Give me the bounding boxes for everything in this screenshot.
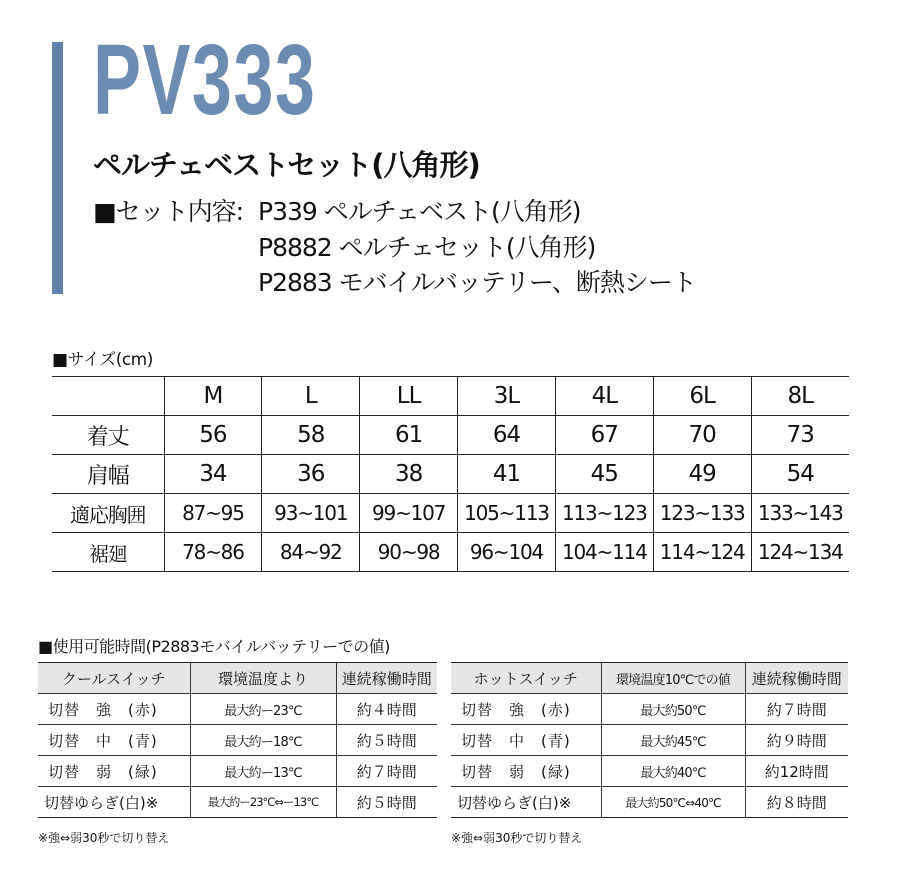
size-cell: 38 <box>360 455 458 494</box>
size-row-shoulder <box>52 455 849 494</box>
size-cell: 36 <box>262 455 360 494</box>
size-row-chest <box>52 494 849 533</box>
size-cell: 93~101 <box>262 494 360 533</box>
cool-temp: 最大約ー13℃ <box>190 756 336 787</box>
size-row-label: 肩幅 <box>52 455 164 494</box>
size-cell: 54 <box>751 455 849 494</box>
cool-mode: 切替ゆらぎ(白)※ <box>38 787 190 818</box>
cool-time: 約５時間 <box>336 787 437 818</box>
cool-row-fluctuation <box>38 787 437 818</box>
size-cell: 34 <box>164 455 262 494</box>
size-cell: 41 <box>458 455 556 494</box>
size-table <box>52 376 849 572</box>
hot-temp: 最大約50℃⇔40℃ <box>601 787 745 818</box>
hot-header-row <box>451 663 848 694</box>
size-cell: 58 <box>262 416 360 455</box>
hot-row-fluctuation <box>451 787 848 818</box>
size-cell: 99~107 <box>360 494 458 533</box>
size-cell: 105~113 <box>458 494 556 533</box>
size-cell: 87~95 <box>164 494 262 533</box>
size-cell: 124~134 <box>751 533 849 572</box>
hot-header-time: 連続稼働時間 <box>745 663 848 694</box>
size-row-label: 裾廻 <box>52 533 164 572</box>
set-contents-label: ■セット内容: <box>93 197 244 226</box>
size-cell: 73 <box>751 416 849 455</box>
size-cell: 61 <box>360 416 458 455</box>
hot-mode: 切替 中 (青) <box>451 725 601 756</box>
cool-header-temp: 環境温度より <box>190 663 336 694</box>
size-header-cell: 4L <box>555 377 653 416</box>
size-header-cell: 3L <box>458 377 556 416</box>
set-item-battery: P2883 モバイルバッテリー、断熱シート <box>258 268 696 297</box>
model-number: PV333 <box>93 24 317 136</box>
size-header-row <box>52 377 849 416</box>
hot-mode: 切替ゆらぎ(白)※ <box>451 787 601 818</box>
size-cell: 114~124 <box>653 533 751 572</box>
size-header-cell: 8L <box>751 377 849 416</box>
usage-section-title: ■使用可能時間(P2883モバイルバッテリーでの値) <box>38 637 390 656</box>
hot-temp: 最大約50℃ <box>601 694 745 725</box>
size-cell: 133~143 <box>751 494 849 533</box>
size-cell: 104~114 <box>555 533 653 572</box>
cool-time: 約７時間 <box>336 756 437 787</box>
cool-header-time: 連続稼働時間 <box>336 663 437 694</box>
size-header-corner <box>52 377 164 416</box>
cool-temp: 最大約ー18℃ <box>190 725 336 756</box>
size-header-cell: LL <box>360 377 458 416</box>
hot-temp: 最大約45℃ <box>601 725 745 756</box>
cool-time: 約５時間 <box>336 725 437 756</box>
size-cell: 96~104 <box>458 533 556 572</box>
hot-time: 約12時間 <box>745 756 848 787</box>
size-row-label: 着丈 <box>52 416 164 455</box>
hot-time: 約８時間 <box>745 787 848 818</box>
size-cell: 67 <box>555 416 653 455</box>
size-row-hem <box>52 533 849 572</box>
cool-switch-table <box>38 662 437 818</box>
set-item-vest: P339 ペルチェベスト(八角形) <box>258 197 581 226</box>
cool-note: ※強⇔弱30秒で切り替え <box>38 831 170 845</box>
size-header-cell: L <box>262 377 360 416</box>
size-cell: 90~98 <box>360 533 458 572</box>
size-row-length <box>52 416 849 455</box>
cool-header-row <box>38 663 437 694</box>
cool-temp: 最大約ー23℃⇔ー13℃ <box>190 787 336 818</box>
hot-row-weak <box>451 756 848 787</box>
set-item-peltier-set: P8882 ペルチェセット(八角形) <box>258 233 596 262</box>
size-cell: 64 <box>458 416 556 455</box>
accent-bar <box>52 42 63 294</box>
hot-time: 約７時間 <box>745 694 848 725</box>
hot-switch-table <box>451 662 848 818</box>
size-cell: 123~133 <box>653 494 751 533</box>
size-cell: 84~92 <box>262 533 360 572</box>
hot-temp: 最大約40℃ <box>601 756 745 787</box>
cool-mode: 切替 中 (青) <box>38 725 190 756</box>
size-cell: 78~86 <box>164 533 262 572</box>
cool-row-medium <box>38 725 437 756</box>
cool-mode: 切替 強 (赤) <box>38 694 190 725</box>
hot-row-medium <box>451 725 848 756</box>
hot-row-strong <box>451 694 848 725</box>
size-cell: 45 <box>555 455 653 494</box>
cool-row-weak <box>38 756 437 787</box>
hot-mode: 切替 弱 (緑) <box>451 756 601 787</box>
hot-header-switch: ホットスイッチ <box>451 663 601 694</box>
size-cell: 113~123 <box>555 494 653 533</box>
hot-note: ※強⇔弱30秒で切り替え <box>451 831 583 845</box>
size-row-label: 適応胸囲 <box>52 494 164 533</box>
cool-time: 約４時間 <box>336 694 437 725</box>
size-header-cell: 6L <box>653 377 751 416</box>
hot-header-temp: 環境温度10℃での値 <box>601 663 745 694</box>
size-header-cell: M <box>164 377 262 416</box>
cool-mode: 切替 弱 (緑) <box>38 756 190 787</box>
size-cell: 56 <box>164 416 262 455</box>
hot-mode: 切替 強 (赤) <box>451 694 601 725</box>
cool-header-switch: クールスイッチ <box>38 663 190 694</box>
size-section-title: ■サイズ(cm) <box>52 350 153 370</box>
cool-temp: 最大約ー23℃ <box>190 694 336 725</box>
size-cell: 49 <box>653 455 751 494</box>
product-name: ペルチェベストセット(八角形) <box>93 148 480 182</box>
size-cell: 70 <box>653 416 751 455</box>
hot-time: 約９時間 <box>745 725 848 756</box>
cool-row-strong <box>38 694 437 725</box>
